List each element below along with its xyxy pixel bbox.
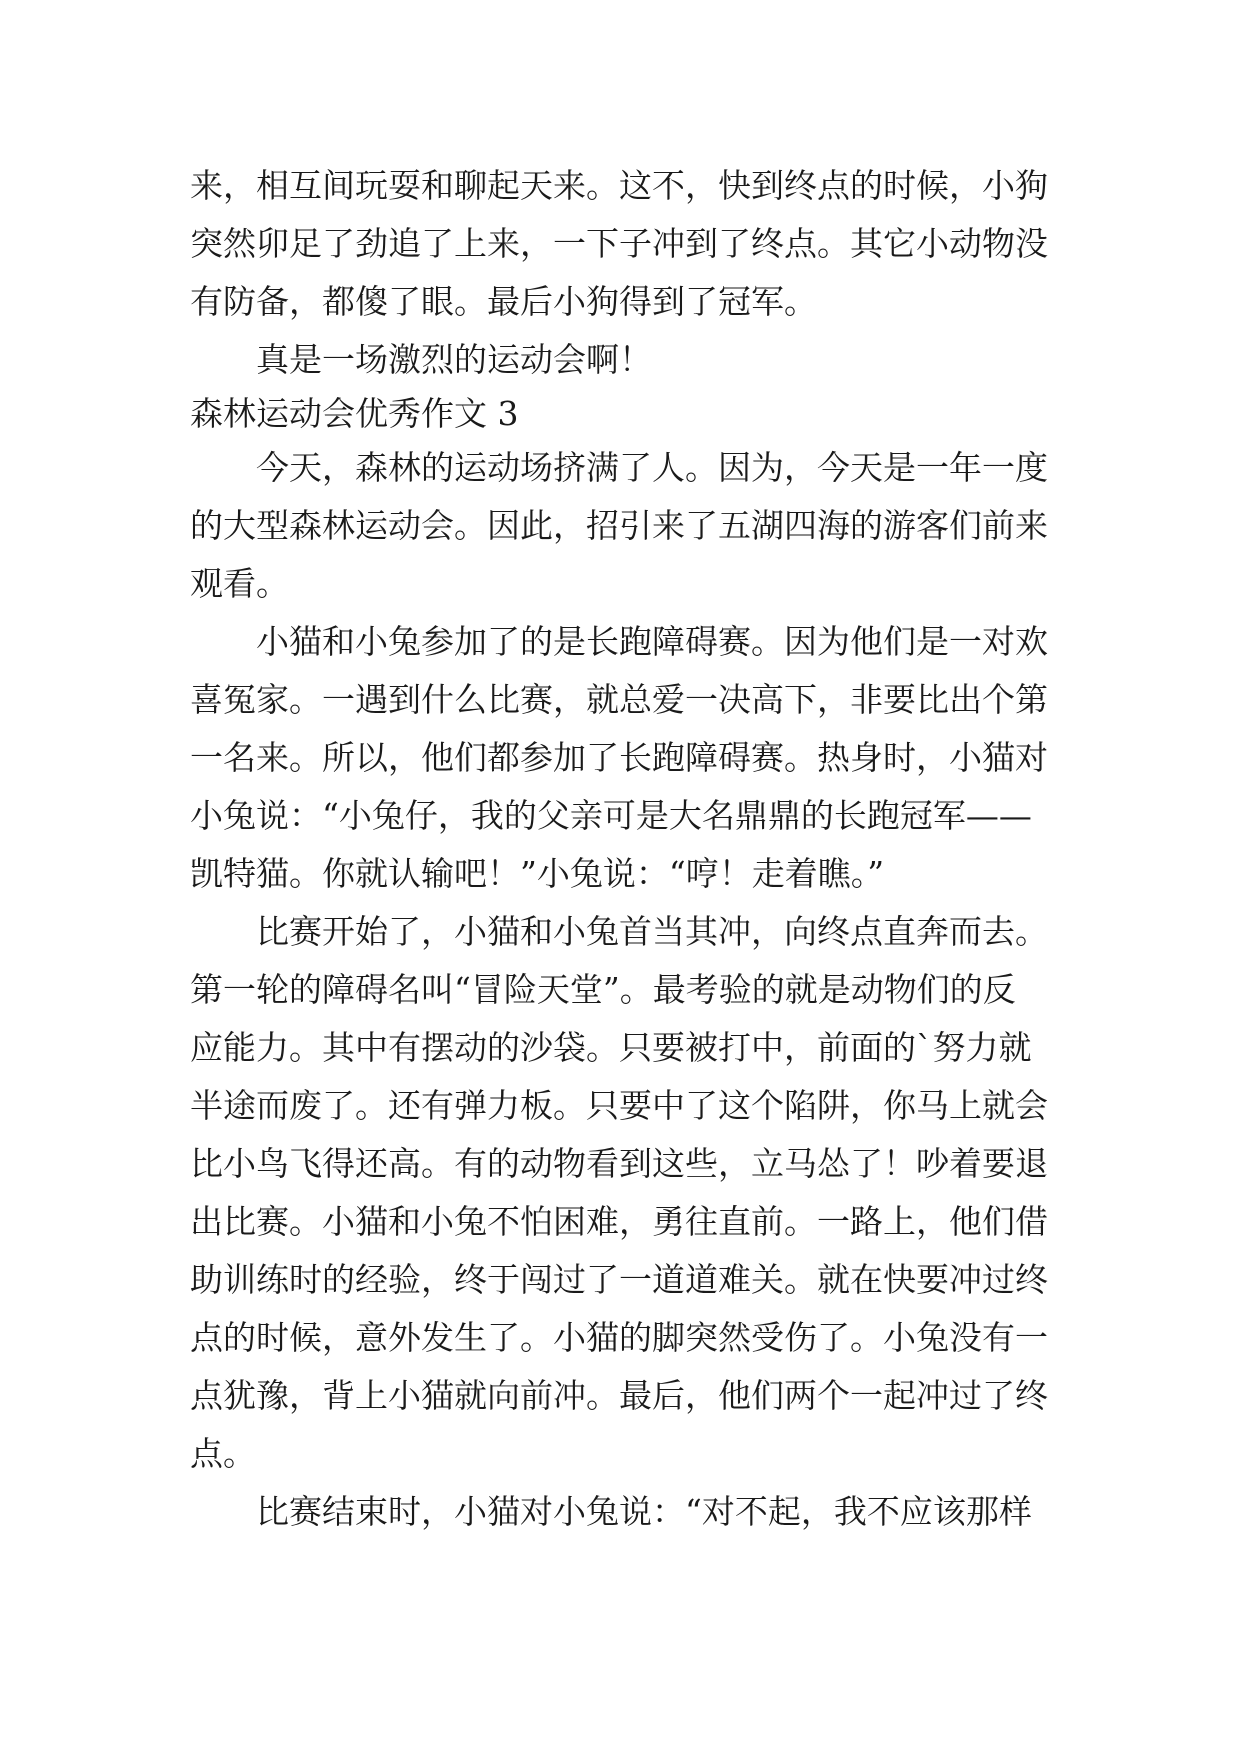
text-line: 来，相互间玩耍和聊起天来。这不，快到终点的时候，小狗 — [190, 166, 1048, 205]
text-line: 今天，森林的运动场挤满了人。因为，今天是一年一度 — [190, 448, 1048, 487]
document-body — [190, 157, 1070, 1541]
text-line: 观看。 — [190, 564, 289, 603]
text-line: 喜冤家。一遇到什么比赛，就总爱一决高下，非要比出个第 — [190, 680, 1048, 719]
text-line: 助训练时的经验，终于闯过了一道道难关。就在快要冲过终 — [190, 1260, 1048, 1299]
text-line: 点。 — [190, 1434, 256, 1473]
text-line: 出比赛。小猫和小兔不怕困难，勇往直前。一路上，他们借 — [190, 1202, 1048, 1241]
text-line: 比赛结束时，小猫对小兔说：“对不起，我不应该那样 — [190, 1492, 1032, 1531]
text-line: 的大型森林运动会。因此，招引来了五湖四海的游客们前来 — [190, 506, 1048, 545]
text-line: 突然卯足了劲追了上来，一下子冲到了终点。其它小动物没 — [190, 224, 1048, 263]
text-line: 点的时候，意外发生了。小猫的脚突然受伤了。小兔没有一 — [190, 1318, 1048, 1357]
text-line: 应能力。其中有摆动的沙袋。只要被打中，前面的`努力就 — [190, 1028, 1032, 1067]
text-line: 真是一场激烈的运动会啊！ — [190, 340, 652, 379]
text-line: 有防备，都傻了眼。最后小狗得到了冠军。 — [190, 282, 817, 321]
text-line: 小猫和小兔参加了的是长跑障碍赛。因为他们是一对欢 — [190, 622, 1048, 661]
text-line: 比小鸟飞得还高。有的动物看到这些，立马怂了！吵着要退 — [190, 1144, 1048, 1183]
text-line: 第一轮的障碍名叫“冒险天堂”。最考验的就是动物们的反 — [190, 970, 1016, 1009]
text-line: 半途而废了。还有弹力板。只要中了这个陷阱，你马上就会 — [190, 1086, 1048, 1125]
text-line: 点犹豫，背上小猫就向前冲。最后，他们两个一起冲过了终 — [190, 1376, 1048, 1415]
text-line: 比赛开始了，小猫和小兔首当其冲，向终点直奔而去。 — [190, 912, 1048, 951]
text-line: 一名来。所以，他们都参加了长跑障碍赛。热身时，小猫对 — [190, 738, 1048, 777]
text-line: 小兔说：“小兔仔，我的父亲可是大名鼎鼎的长跑冠军—— — [190, 796, 1032, 835]
text-line: 凯特猫。你就认输吧！”小兔说：“哼！走着瞧。” — [190, 854, 885, 893]
section-heading: 森林运动会优秀作文 3 — [190, 394, 519, 433]
